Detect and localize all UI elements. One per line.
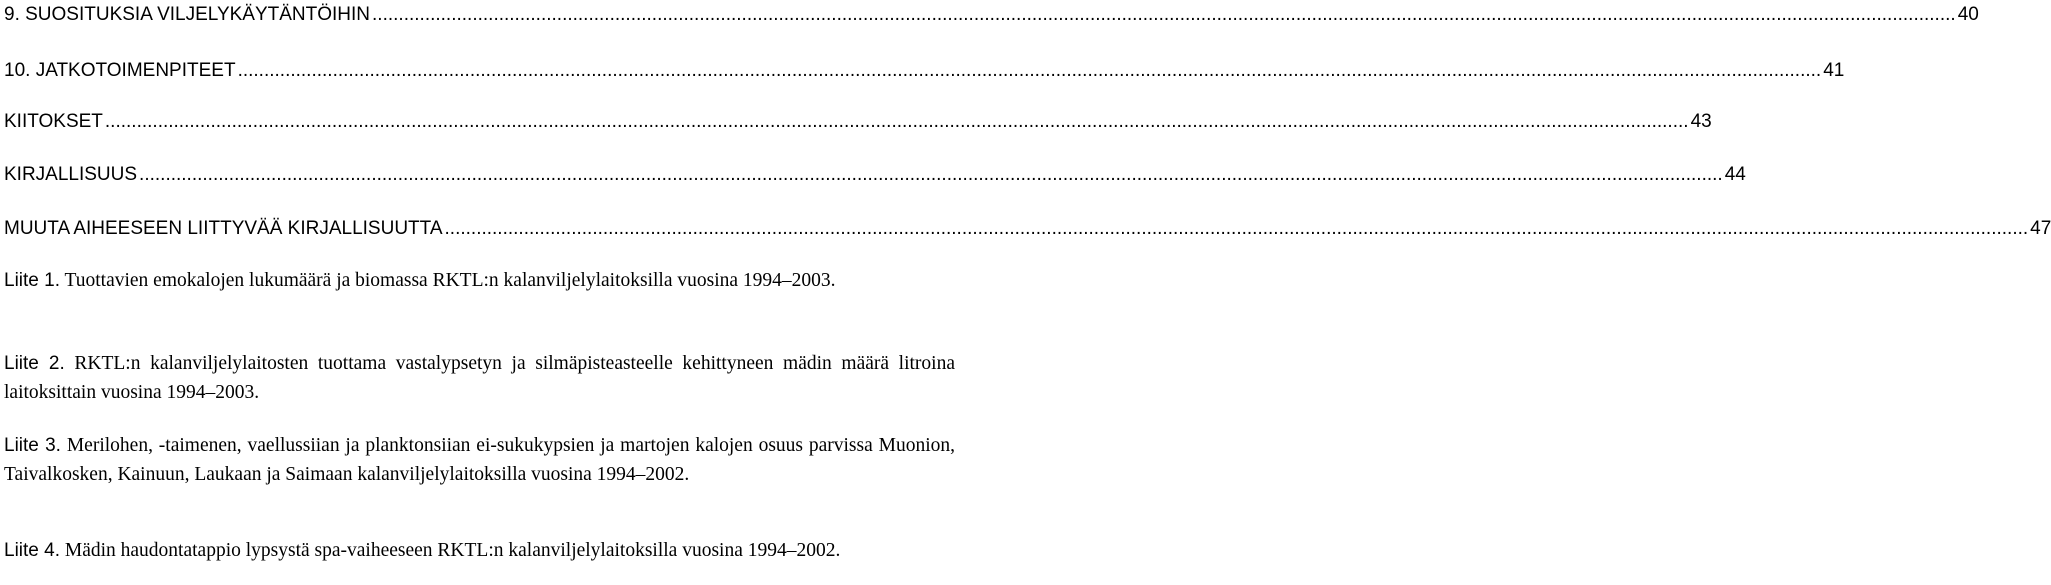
toc-entry (4, 60, 1845, 82)
appendix-title: Tuottavien emokalojen lukumäärä ja biomassa RKTL:n kalanviljelylaitoksilla vuosina 1994–2003. (64, 270, 836, 291)
toc-leader-dots: ............................................................................................................................................................................................................................................................................................................ (237, 60, 1822, 81)
toc-entry-label: KIRJALLISUUS (4, 164, 138, 185)
appendix-number: Liite 4. (4, 540, 60, 561)
toc-leader-dots: ............................................................................................................................................................................................................................................................................................................ (372, 4, 1956, 25)
appendix-number: Liite 3. (4, 435, 61, 456)
toc-entry-page: 40 (1957, 4, 1979, 25)
toc-entry-label: 9. SUOSITUKSIA VILJELYKÄYTÄNTÖIHIN (4, 4, 371, 25)
toc-leader-dots: ............................................................................................................................................................................................................................................................................................................ (104, 111, 1689, 132)
toc-entry-page: 47 (2030, 218, 2051, 239)
toc-leader-dots: ............................................................................................................................................................................................................................................................................................................ (139, 164, 1723, 185)
appendix-title: RKTL:n kalanviljelylaitosten tuottama vastalypsetyn ja silmäpisteasteelle kehittyneen mädin määrä litroina laitoksittain vuosina 1994–2003. (4, 353, 955, 403)
toc-entry (4, 4, 1979, 26)
toc-entry (4, 218, 2051, 240)
appendix-number: Liite 1. (4, 270, 60, 291)
toc-entry-page: 44 (1724, 164, 1746, 185)
appendix-entry (4, 431, 955, 489)
appendix-number: Liite 2. (4, 353, 65, 374)
toc-entry-label: 10. JATKOTOIMENPITEET (4, 60, 236, 81)
appendix-title: Merilohen, -taimenen, vaellussiian ja planktonsiian ei-sukukypsien ja martojen kalojen osuus parvissa Muonion, Taivalkosken, Kainuun, Laukaan ja Saimaan kalanviljelylaitoksilla vuosina 1994–2002. (4, 435, 956, 485)
toc-entry-label: MUUTA AIHEESEEN LIITTYVÄÄ KIRJALLISUUTTA (4, 218, 443, 239)
toc-entry-page: 41 (1823, 60, 1845, 81)
appendix-entry (4, 536, 955, 565)
appendix-entry (4, 266, 955, 295)
appendix-entry (4, 349, 955, 407)
appendix-title: Mädin haudontatappio lypsystä spa-vaiheeseen RKTL:n kalanviljelylaitoksilla vuosina 1994–2002. (64, 540, 841, 561)
toc-leader-dots: ............................................................................................................................................................................................................................................................................................................ (444, 218, 2029, 239)
toc-entry (4, 111, 1712, 133)
toc-entry (4, 164, 1746, 186)
toc-entry-page: 43 (1690, 111, 1712, 132)
toc-entry-label: KIITOKSET (4, 111, 103, 132)
